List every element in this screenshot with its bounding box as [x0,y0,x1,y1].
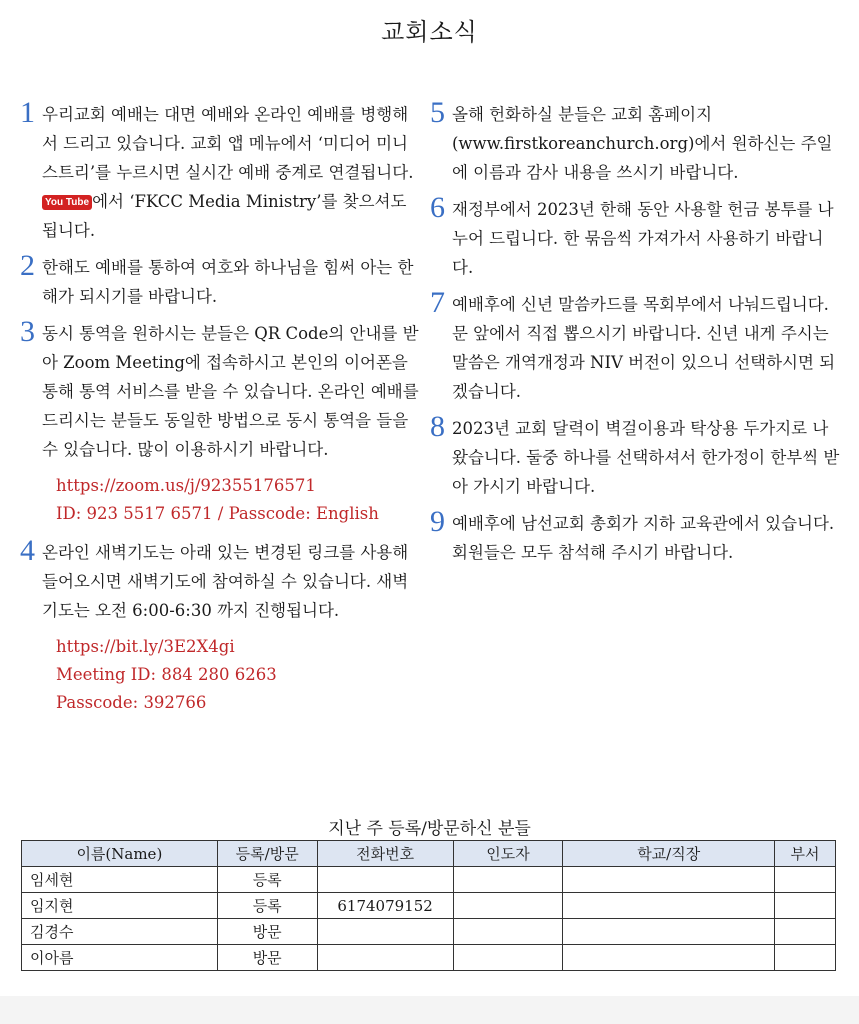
youtube-icon: You Tube [42,195,92,210]
cell-status: 방문 [217,919,317,945]
cell-name: 임지현 [22,893,218,919]
news-item-7 [430,286,844,406]
item-number: 9 [430,505,445,538]
cell-school-work [563,945,775,971]
item-number: 1 [20,96,35,129]
item-number: 6 [430,191,445,224]
table-row [22,893,836,919]
cell-department [775,919,836,945]
table-row [22,945,836,971]
table-header-row [22,841,836,867]
header-status: 등록/방문 [217,841,317,867]
item-text: 올해 헌화하실 분들은 교회 홈페이지 (www.firstkoreanchurch.org)에서 원하신는 주일에 이름과 감사 내용을 쓰시기 바랍니다. [452,105,833,182]
header-name: 이름(Name) [22,841,218,867]
header-school-work: 학교/직장 [563,841,775,867]
cell-status: 등록 [217,893,317,919]
item-text: 한해도 예배를 통하여 여호와 하나님을 힘써 아는 한해가 되시기를 바랍니다. [42,258,414,306]
cell-school-work [563,919,775,945]
dawn-prayer-link[interactable]: https://bit.ly/3E2X4gi [56,637,235,656]
cell-department [775,945,836,971]
news-item-3 [20,315,420,464]
cell-phone [317,945,453,971]
cell-name: 이아름 [22,945,218,971]
item-text: 온라인 새벽기도는 아래 있는 변경된 링크를 사용해 들어오시면 새벽기도에 참여하실 수 있습니다. 새벽기도는 오전 6:00-6:30 까지 진행됩니다. [42,543,409,620]
table-row [22,867,836,893]
item-text: 예배후에 신년 말씀카드를 목회부에서 나눠드립니다. 문 앞에서 직접 뽑으시기 바랍니다. 신년 내게 주시는 말씀은 개역개정과 NIV 버전이 있으니 선택하시면 되겠습니다. [452,295,836,401]
news-item-2 [20,249,420,311]
cell-school-work [563,867,775,893]
meeting-id: Meeting ID: 884 280 6263 [56,665,277,684]
item-number: 8 [430,410,445,443]
cell-status: 등록 [217,867,317,893]
cell-phone [317,919,453,945]
item-text: 2023년 교회 달력이 벽걸이용과 탁상용 두가지로 나왔습니다. 둘중 하나를 선택하셔서 한가정이 한부씩 받아 가시기 바랍니다. [452,419,840,496]
cell-name: 김경수 [22,919,218,945]
visitors-table [21,840,836,971]
header-department: 부서 [775,841,836,867]
zoom-id-passcode: ID: 923 5517 6571 / Passcode: English [56,504,379,523]
item-text: 우리교회 예배는 대면 예배와 온라인 예배를 병행해서 드리고 있습니다. 교회 앱 메뉴에서 ‘미디어 미니스트리’를 누르시면 실시간 예배 중계로 연결됩니다. You Tube 에서 ‘FKCC Media Ministry’를 찾으셔도 됩니다. [42,105,414,240]
news-item-1 [20,96,420,245]
item-text: 예배후에 남선교회 총회가 지하 교육관에서 있습니다. 회원들은 모두 참석해 주시기 바랍니다. [452,514,835,562]
right-column [430,96,844,575]
cell-department [775,867,836,893]
page-title: 교회소식 [381,18,478,46]
visitors-caption: 지난 주 등록/방문하신 분들 [328,819,531,839]
bottom-bar [0,996,859,1024]
cell-department [775,893,836,919]
passcode: Passcode: 392766 [56,693,207,712]
cell-school-work [563,893,775,919]
header-guide: 인도자 [453,841,563,867]
item-number: 2 [20,249,35,282]
item-number: 7 [430,286,445,319]
item-text: 동시 통역을 원하시는 분들은 QR Code의 안내를 받아 Zoom Meeting에 접속하시고 본인의 이어폰을 통해 통역 서비스를 받을 수 있습니다. 온라인 예배를 드리시는 분들도 동일한 방법으로 동시 통역을 들을 수 있습니다. 많이 이용하시기 바랍니다. [42,324,419,459]
cell-guide [453,919,563,945]
news-item-4 [20,534,420,625]
cell-guide [453,867,563,893]
cell-guide [453,945,563,971]
item-number: 4 [20,534,35,567]
zoom-link[interactable]: https://zoom.us/j/92355176571 [56,476,316,495]
cell-name: 임세현 [22,867,218,893]
cell-guide [453,893,563,919]
news-item-5 [430,96,844,187]
table-row [22,919,836,945]
cell-phone [317,867,453,893]
header-phone: 전화번호 [317,841,453,867]
left-column [20,96,420,717]
item-number: 5 [430,96,445,129]
news-item-6 [430,191,844,282]
item-text: 재정부에서 2023년 한해 동안 사용할 헌금 봉투를 나누어 드립니다. 한 묶음씩 가져가서 사용하기 바랍니다. [452,200,834,277]
news-item-9 [430,505,844,567]
news-item-8 [430,410,844,501]
item-number: 3 [20,315,35,348]
cell-phone: 6174079152 [317,893,453,919]
cell-status: 방문 [217,945,317,971]
